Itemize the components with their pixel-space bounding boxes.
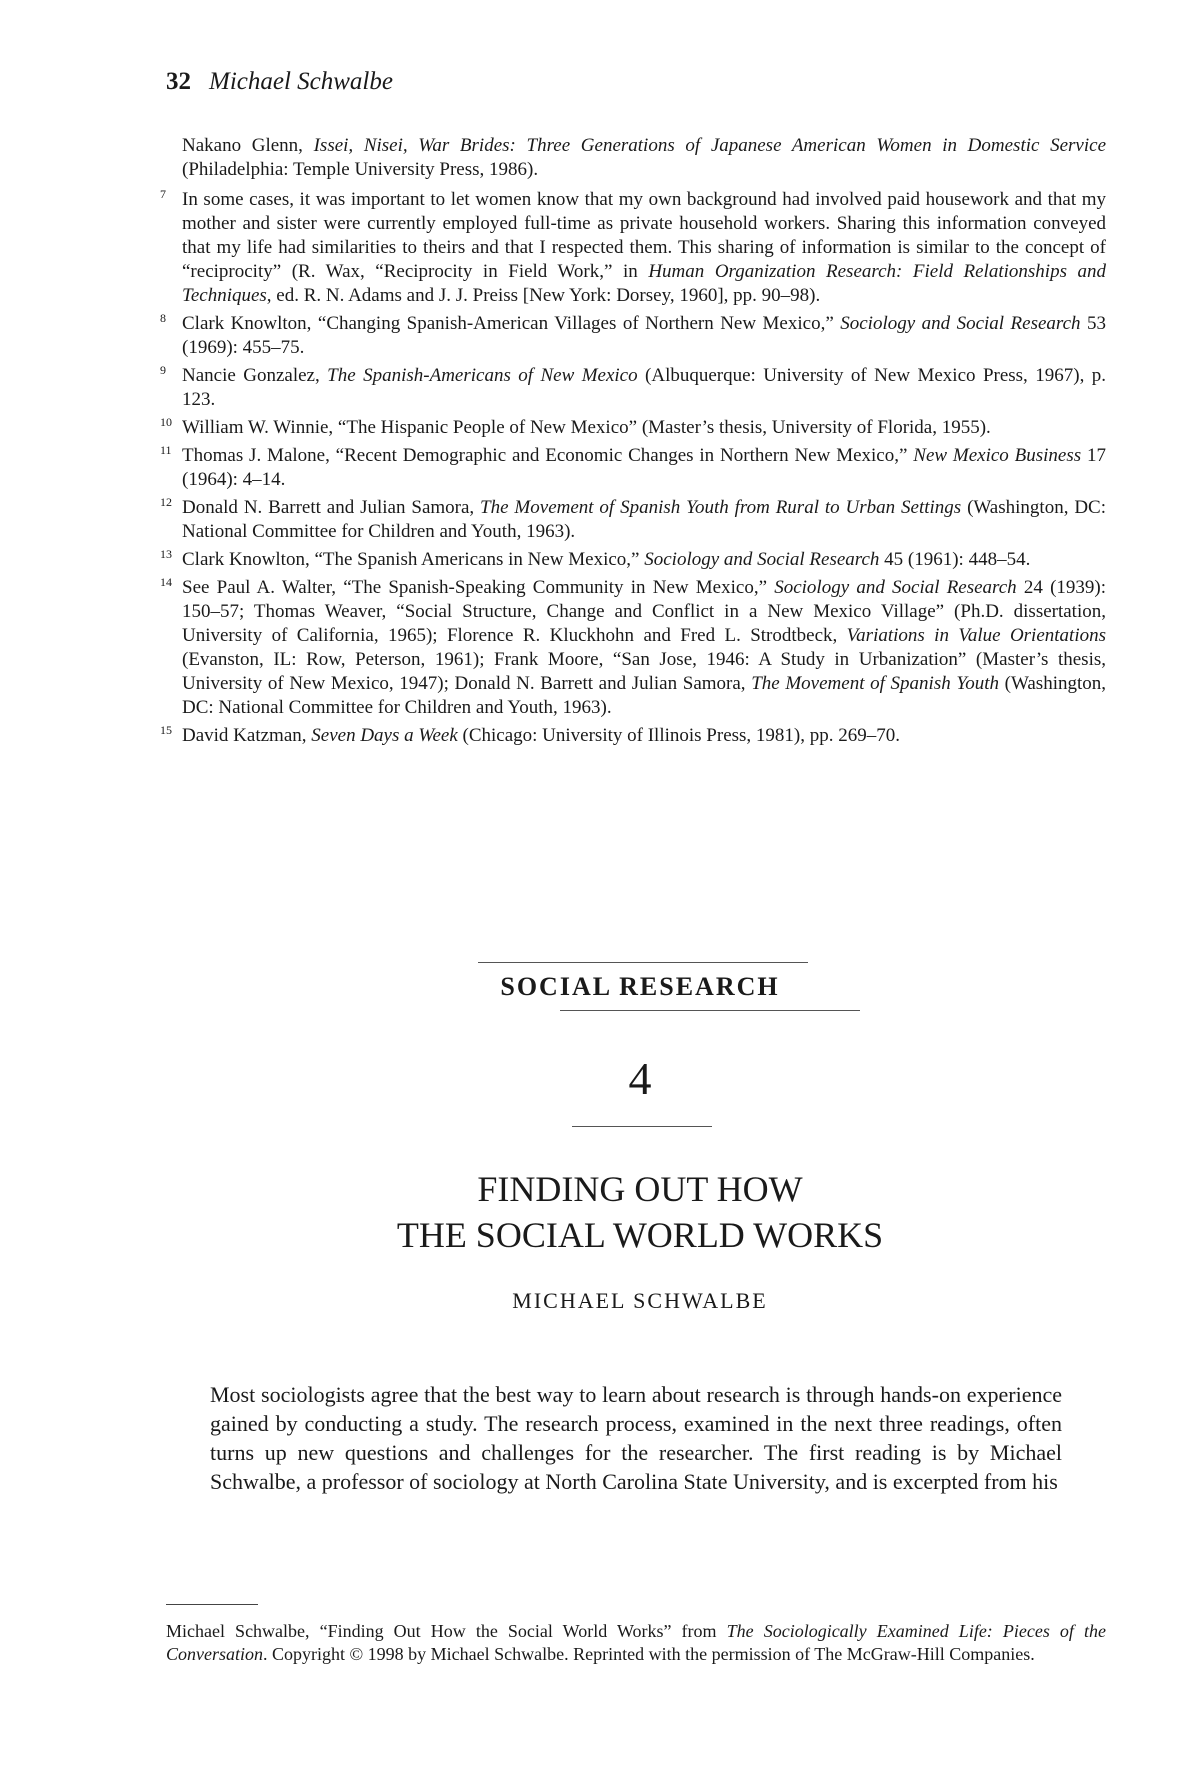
running-head bbox=[166, 68, 393, 96]
chapter-number: 4 bbox=[628, 1053, 652, 1104]
reprint-credit bbox=[166, 1620, 1106, 1666]
endnote-number: 8 bbox=[160, 311, 166, 325]
endnote bbox=[160, 415, 1106, 440]
endnote-number: 12 bbox=[160, 495, 172, 509]
chapter-number-rule bbox=[572, 1126, 712, 1127]
italic-title: The Movement of Spanish Youth bbox=[751, 673, 999, 694]
chapter-author: MICHAEL SCHWALBE bbox=[512, 1288, 768, 1313]
running-head-author: Michael Schwalbe bbox=[209, 68, 393, 95]
italic-title: Sociology and Social Research bbox=[644, 549, 880, 570]
note-text: 45 (1961): 448–54. bbox=[879, 549, 1031, 570]
intro-paragraph: Most sociologists agree that the best way to learn about research is through hands-on experience gained by conducting a study. The research process, examined in the next three readings, often turns up new questions and challenges for the researcher. The first reading is by Michael Schwalbe, a professor of sociology at North Carolina State University, and is excerpted from his bbox=[210, 1382, 1062, 1494]
note-text: Nancie Gonzalez, bbox=[182, 365, 328, 386]
endnote bbox=[160, 495, 1106, 544]
note-text: William W. Winnie, “The Hispanic People of New Mexico” (Master’s thesis, University of Florida, 1955). bbox=[182, 417, 991, 438]
page-number: 32 bbox=[166, 68, 191, 95]
section-rule-top bbox=[478, 962, 808, 963]
endnote-number: 15 bbox=[160, 723, 172, 737]
italic-title: Seven Days a Week bbox=[311, 725, 458, 746]
chapter-title-line2: THE SOCIAL WORLD WORKS bbox=[396, 1215, 884, 1255]
note-text: . Copyright © 1998 by Michael Schwalbe. Reprinted with the permission of The McGraw-Hill Companies. bbox=[263, 1644, 1035, 1664]
endnote bbox=[160, 723, 1106, 748]
note-text: Nakano Glenn, bbox=[182, 135, 314, 156]
endnote bbox=[160, 443, 1107, 492]
chapter-title bbox=[0, 1166, 1200, 1258]
endnote bbox=[166, 134, 1106, 182]
endnote-number: 13 bbox=[160, 547, 172, 561]
section-label: SOCIAL RESEARCH bbox=[500, 972, 780, 1001]
footnote-rule bbox=[166, 1604, 258, 1605]
note-text: Clark Knowlton, “Changing Spanish-American Villages of Northern New Mexico,” bbox=[182, 313, 841, 334]
endnote bbox=[160, 311, 1107, 360]
chapter-title-line1: FINDING OUT HOW bbox=[477, 1169, 803, 1209]
note-text: (Chicago: University of Illinois Press, 1981), pp. 269–70. bbox=[457, 725, 900, 746]
endnote-number: 10 bbox=[160, 415, 172, 429]
note-text: Thomas J. Malone, “Recent Demographic and Economic Changes in Northern New Mexico,” bbox=[182, 445, 914, 466]
endnote bbox=[160, 547, 1106, 572]
note-text: Clark Knowlton, “The Spanish Americans in New Mexico,” bbox=[182, 549, 645, 570]
endnote-number: 9 bbox=[160, 363, 166, 377]
note-text: 17 (1964): 4–14. bbox=[182, 445, 1107, 490]
note-text: Donald N. Barrett and Julian Samora, bbox=[182, 497, 481, 518]
note-text: (Albuquerque: University of New Mexico Press, 1967), p. 123. bbox=[182, 365, 1106, 410]
italic-title: New Mexico Business bbox=[913, 445, 1082, 466]
note-text: , ed. R. N. Adams and J. J. Preiss [New York: Dorsey, 1960], pp. 90–98). bbox=[266, 285, 821, 306]
italic-title: The Movement of Spanish Youth from Rural to Urban Settings bbox=[480, 497, 962, 518]
endnotes-list bbox=[160, 134, 1107, 752]
italic-title: Sociology and Social Research bbox=[840, 313, 1081, 334]
note-text: In some cases, it was important to let women know that my own background had involved paid housework and that my mother and sister were currently employed full-time as private household workers. Sharing this information conveyed that my life had similarities to theirs and that I respected them. This sharing of information is similar to the concept of “reciprocity” (R. Wax, “Reciprocity in Field Work,” in bbox=[182, 189, 1106, 282]
note-text: (Evanston, IL: Row, Peterson, 1961); Frank Moore, “San Jose, 1946: A Study in Urbanization” (Master’s thesis, University of New Mexico, 1947); Donald N. Barrett and Julian Samora, bbox=[182, 649, 1106, 694]
note-text: 53 (1969): 455–75. bbox=[182, 313, 1107, 358]
italic-title: The Spanish-Americans of New Mexico bbox=[327, 365, 638, 386]
endnote bbox=[160, 187, 1107, 308]
endnote bbox=[160, 575, 1107, 720]
endnote bbox=[160, 363, 1106, 412]
note-text: David Katzman, bbox=[182, 725, 312, 746]
note-text: (Washington, DC: National Committee for Children and Youth, 1963). bbox=[182, 673, 1107, 718]
endnote-number: 7 bbox=[160, 187, 166, 201]
note-text: (Washington, DC: National Committee for Children and Youth, 1963). bbox=[182, 497, 1106, 542]
italic-title: Variations in Value Orientations bbox=[846, 625, 1106, 646]
section-rule-bottom bbox=[560, 1010, 860, 1011]
italic-title: Sociology and Social Research bbox=[774, 577, 1017, 598]
italic-title: Issei, Nisei, War Brides: Three Generations of Japanese American Women in Domestic Service bbox=[313, 135, 1106, 156]
italic-title: The Sociologically Examined Life: Pieces of the Conversation bbox=[166, 1621, 1106, 1664]
note-text: 24 (1939): 150–57; Thomas Weaver, “Social Structure, Change and Conflict in a New Mexico Village” (Ph.D. dissertation, University of California, 1965); Florence R. Kluckhohn and Fred L. Strodtbeck, bbox=[182, 577, 1107, 646]
italic-title: Human Organization Research: Field Relationships and Techniques bbox=[182, 261, 1107, 306]
endnote-number: 11 bbox=[160, 443, 172, 457]
note-text: See Paul A. Walter, “The Spanish-Speaking Community in New Mexico,” bbox=[182, 577, 775, 598]
note-text: Michael Schwalbe, “Finding Out How the Social World Works” from bbox=[166, 1621, 727, 1641]
endnote-number: 14 bbox=[160, 575, 172, 589]
note-text: (Philadelphia: Temple University Press, 1986). bbox=[182, 159, 539, 180]
